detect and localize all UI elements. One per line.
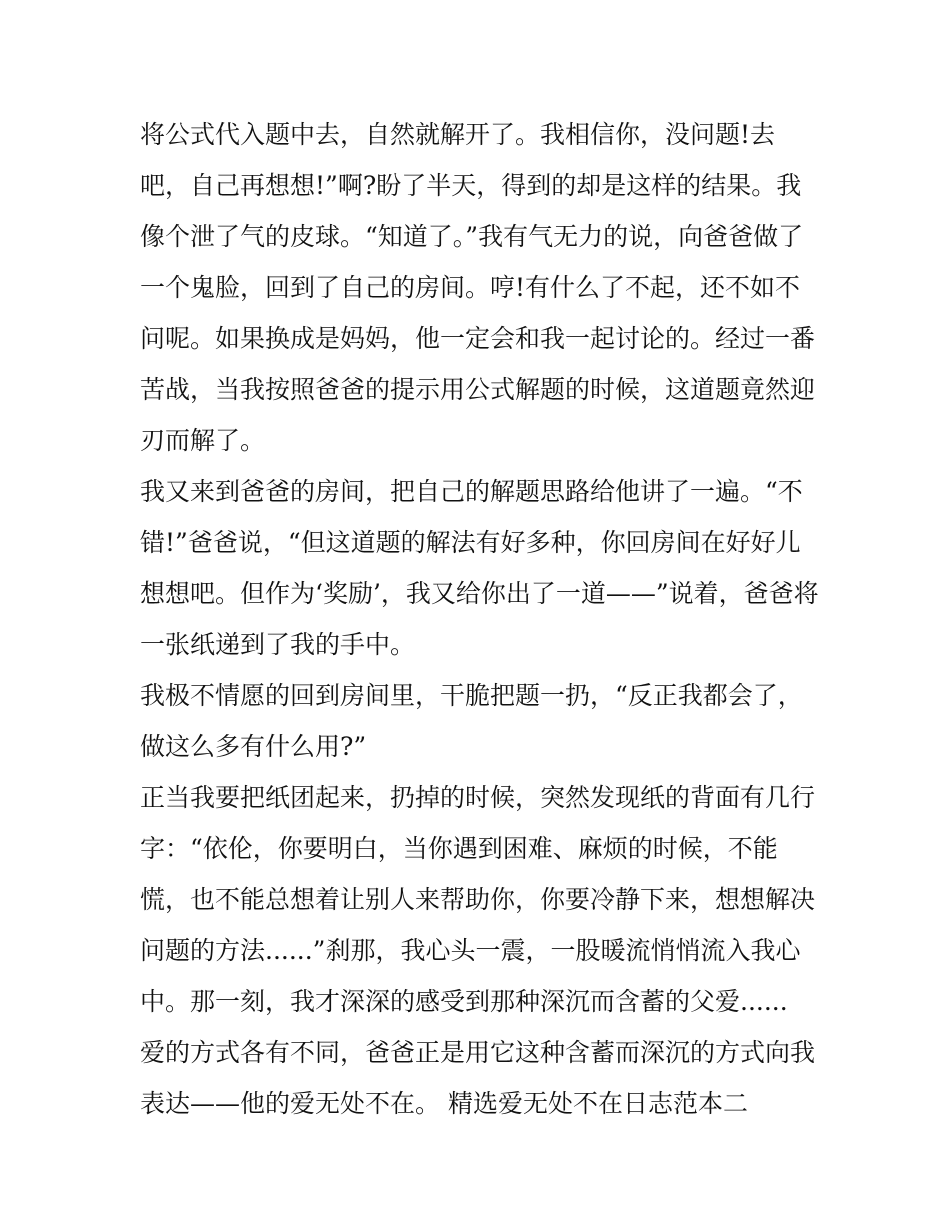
text-line: 一张纸递到了我的手中。	[140, 630, 416, 659]
text-line: 我又来到爸爸的房间，把自己的解题思路给他讲了一遍。“不	[140, 477, 803, 506]
text-line: 刃而解了。	[140, 426, 266, 455]
text-line: 正当我要把纸团起来，扔掉的时候，突然发现纸的背面有几行	[140, 783, 816, 812]
text-line: 将公式代入题中去，自然就解开了。我相信你，没问题!去	[140, 120, 776, 149]
text-line: 中。那一刻，我才深深的感受到那种深沉而含蓄的父爱......	[140, 987, 788, 1016]
text-line: 一个鬼脸，回到了自己的房间。哼!有什么了不起，还不如不	[140, 273, 801, 302]
text-line: 表达——他的爱无处不在。 精选爱无处不在日志范本二	[140, 1089, 748, 1118]
text-line: 问题的方法......”刹那，我心头一震，一股暖流悄悄流入我心	[140, 936, 801, 965]
text-line: 像个泄了气的皮球。“知道了。”我有气无力的说，向爸爸做了	[140, 222, 804, 251]
text-line: 问呢。如果换成是妈妈，他一定会和我一起讨论的。经过一番	[140, 324, 816, 353]
text-line: 做这么多有什么用?”	[140, 732, 367, 761]
text-line: 我极不情愿的回到房间里，干脆把题一扔，“反正我都会了，	[140, 681, 803, 710]
text-line: 苦战，当我按照爸爸的提示用公式解题的时候，这道题竟然迎	[140, 375, 816, 404]
text-line: 想想吧。但作为‘奖励’，我又给你出了一道——”说着，爸爸将	[140, 579, 819, 608]
text-line: 错!”爸爸说，“但这道题的解法有好多种，你回房间在好好儿	[140, 528, 801, 557]
text-line: 吧，自己再想想!”啊?盼了半天，得到的却是这样的结果。我	[140, 171, 802, 200]
body-text	[140, 109, 820, 1129]
text-line: 爱的方式各有不同，爸爸正是用它这种含蓄而深沉的方式向我	[140, 1038, 816, 1067]
text-line: 慌，也不能总想着让别人来帮助你，你要冷静下来，想想解决	[140, 885, 816, 914]
text-line: 字：“依伦，你要明白，当你遇到困难、麻烦的时候，不能	[140, 834, 778, 863]
